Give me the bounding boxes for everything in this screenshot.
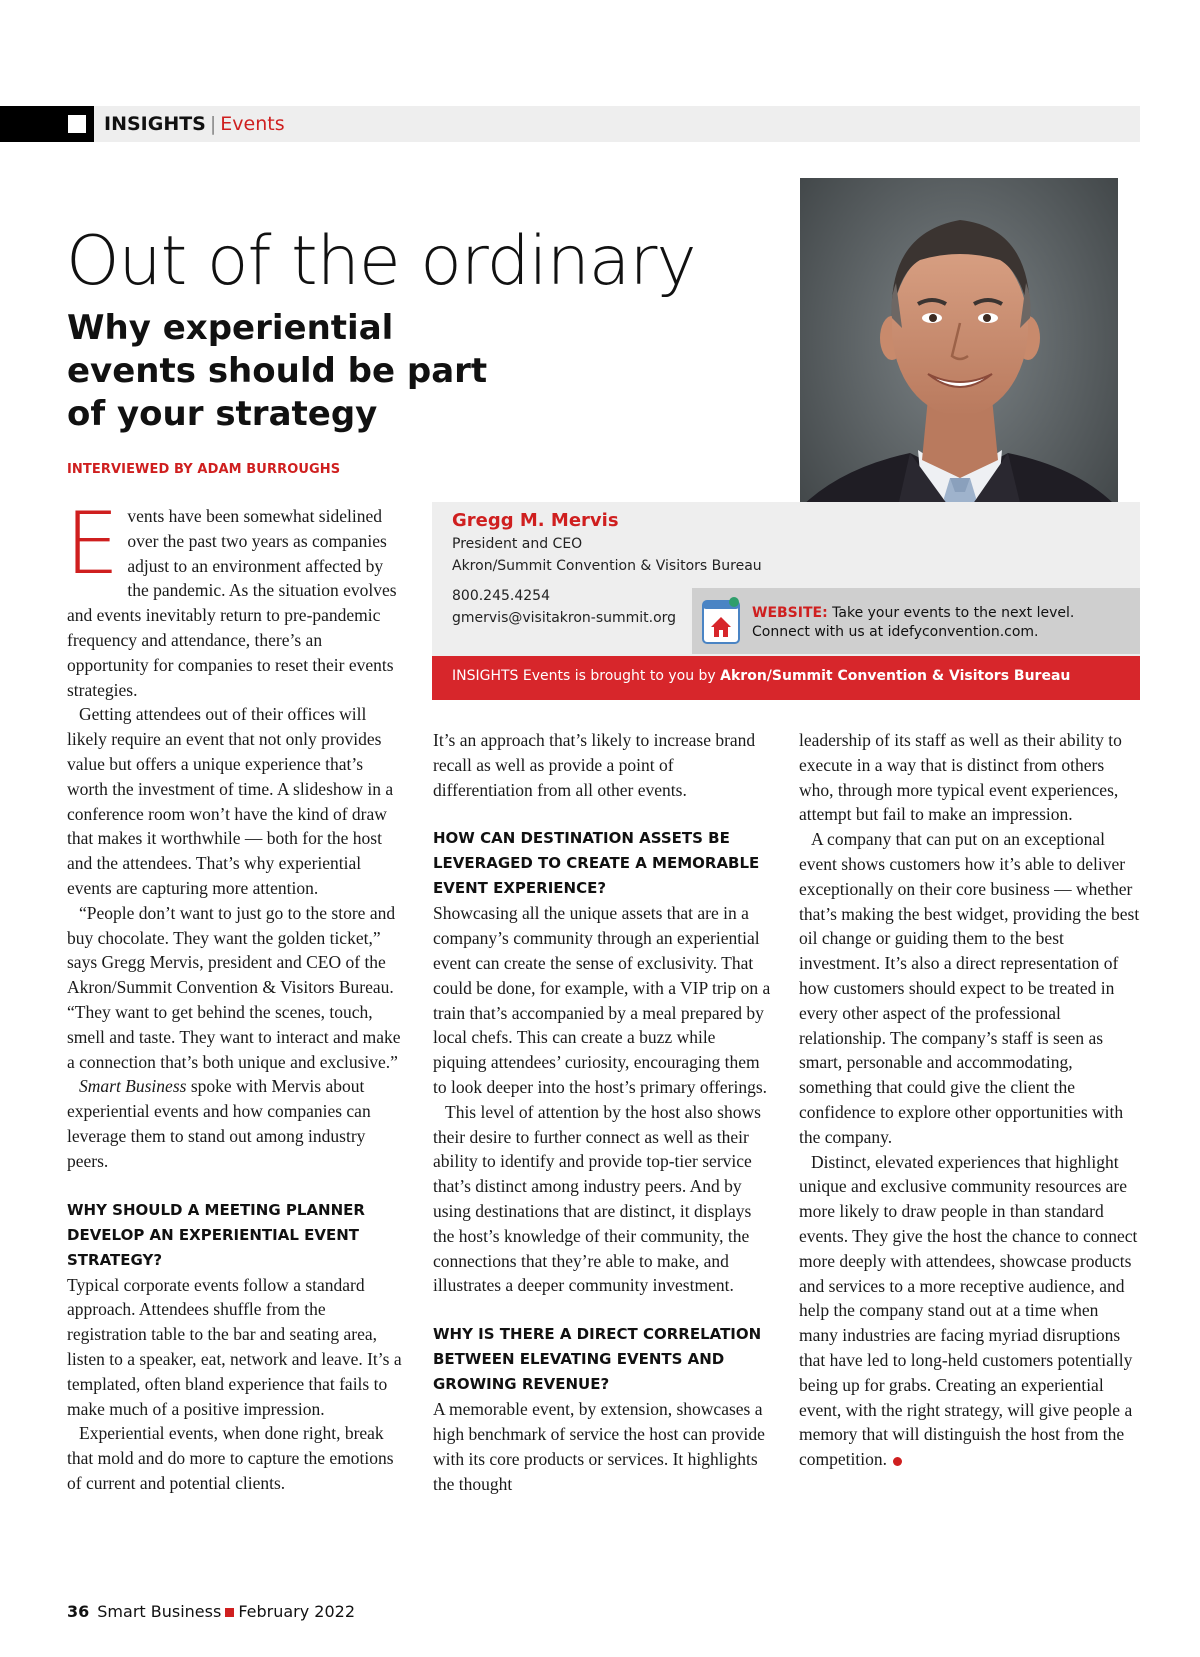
website-box xyxy=(692,588,1140,654)
article-subheading: WHY SHOULD A MEETING PLANNER DEVELOP AN EXPERIENTIAL EVENT STRATEGY? xyxy=(67,1200,365,1269)
article-paragraph: This level of attention by the host also shows their desire to further connect as well as their ability to identify and provide top-tier service that’s distinct among industry peers. And by using destinations that are distinct, it displays the host’s knowledge of their community, the connections that they’re able to make, and illustrates a deeper community investment. xyxy=(433,1101,761,1296)
website-text xyxy=(752,604,1074,642)
section-name: INSIGHTS xyxy=(104,113,206,135)
article-paragraph: A memorable event, by extension, showcases a high benchmark of service the host can provide with its core products or services. It highlights the thought xyxy=(433,1399,765,1494)
article-subheading: WHY IS THERE A DIRECT CORRELATION BETWEEN ELEVATING EVENTS AND GROWING REVENUE? xyxy=(433,1325,762,1394)
sponsor-bar xyxy=(432,656,1140,700)
publication-name-italic: Smart Business xyxy=(79,1076,187,1097)
end-mark-icon xyxy=(893,1457,902,1466)
profile-organization: Akron/Summit Convention & Visitors Bureau xyxy=(452,558,762,574)
website-line1: Take your events to the next level. xyxy=(832,605,1075,621)
headline: Out of the ordinary xyxy=(66,222,696,301)
issue-date: February 2022 xyxy=(238,1602,356,1621)
page-number: 36 xyxy=(67,1602,90,1621)
page-footer xyxy=(67,1602,355,1621)
profile-card xyxy=(432,502,1140,658)
website-label: WEBSITE: xyxy=(752,605,828,621)
article-paragraph: “People don’t want to just go to the store and buy chocolate. They want the golden ticket,” says Gregg Mervis, president and CEO of the Akron/Summit Convention & Visitors Bureau. “They want to get behind the scenes, touch, smell and taste. They want to interact and make a connection that’s both unique and exclusive.” xyxy=(67,902,401,1072)
article-paragraph: Getting attendees out of their offices will likely require an event that not only provides value but offers a unique experience that’s worth the investment of time. A slideshow in a conference room won’t have the kind of draw that makes it worthwhile — both for the host and the attendees. That’s why experiential events are capturing more attention. xyxy=(67,704,394,898)
section-square-icon xyxy=(68,115,86,133)
article-column-2 xyxy=(433,728,773,1496)
sponsor-prefix: INSIGHTS Events is brought to you by xyxy=(452,668,716,684)
drop-cap: E xyxy=(65,494,120,594)
article-column-1 xyxy=(65,494,407,1496)
article-paragraph: Experiential events, when done right, break that mold and do more to capture the emotions of current and potential clients. xyxy=(67,1423,394,1493)
byline: INTERVIEWED BY ADAM BURROUGHS xyxy=(67,462,341,477)
profile-title: President and CEO xyxy=(452,536,583,552)
article-column-3 xyxy=(799,728,1141,1472)
article-paragraph: It’s an approach that’s likely to increase brand recall as well as provide a point of differentiation from all other events. xyxy=(433,730,756,800)
website-line2: Connect with us at idefyconvention.com. xyxy=(752,624,1039,640)
section-topic: Events xyxy=(220,113,285,135)
sponsor-name: Akron/Summit Convention & Visitors Bureau xyxy=(720,668,1071,684)
article-paragraph: Distinct, elevated experiences that highlight unique and exclusive community resources are more likely to draw people in than standard events. They give the host the chance to connect more deeply with attendees, showcase products and services to a more receptive audience, and help the company stand out at a time when many industries are facing myriad disruptions that have led to long-held customers potentially being up for grabs. Creating an experiential event, with the right strategy, will give people a memory that will distinguish the host from the competition. xyxy=(799,1151,1138,1470)
subheadline: Why experiential events should be part of your strategy xyxy=(67,308,488,434)
article-paragraph: Events have been somewhat sidelined over the past two years as companies adjust to an environment affected by the pandemic. As the situation evolves and events inevitably return to pre-pandemic frequency and attendance, there’s an opportunity for companies to reset their events strategies. xyxy=(65,494,397,700)
section-separator: | xyxy=(209,113,217,135)
publication-name: Smart Business xyxy=(97,1602,222,1621)
section-bar xyxy=(0,106,1140,142)
section-label xyxy=(104,112,285,136)
article-paragraph: leadership of its staff as well as their ability to execute in a way that is distinct from others who, through more typical event experiences, attempt but fail to make an impression. xyxy=(799,730,1122,825)
article-paragraph: Smart Business spoke with Mervis about experiential events and how companies can leverage them to stand out among industry peers. xyxy=(67,1076,371,1171)
sponsor-text xyxy=(452,668,1070,684)
footer-square-icon xyxy=(225,1608,234,1617)
article-paragraph: Typical corporate events follow a standard approach. Attendees shuffle from the registration table to the bar and seating area, listen to a speaker, eat, network and leave. It’s a templated, often bland experience that fails to make much of a positive impression. xyxy=(67,1274,402,1419)
article-paragraph: A company that can put on an exceptional event shows customers how it’s able to deliver exceptionally on their core business — whether that’s making the best widget, providing the best oil change or guiding them to the best investment. It’s also a direct representation of how customers should expect to be treated in every other aspect of the professional relationship. The company’s staff is seen as smart, personable and accommodating, something that could give the client the confidence to explore other opportunities with the company. xyxy=(799,829,1140,1147)
profile-email: gmervis@visitakron-summit.org xyxy=(452,610,677,626)
browser-home-icon xyxy=(702,597,742,645)
article-subheading: HOW CAN DESTINATION ASSETS BE LEVERAGED TO CREATE A MEMORABLE EVENT EXPERIENCE? xyxy=(433,829,760,898)
profile-name: Gregg M. Mervis xyxy=(452,510,619,531)
article-paragraph: Showcasing all the unique assets that are in a company’s community through an experiential event can create the sense of exclusivity. That could be done, for example, with a VIP trip on a train that’s accompanied by a meal prepared by local chefs. This can create a buzz while piquing attendees’ curiosity, encouraging them to look deeper into the host’s primary offerings. xyxy=(433,903,771,1097)
section-bar-block xyxy=(0,106,94,142)
profile-phone: 800.245.4254 xyxy=(452,588,550,604)
